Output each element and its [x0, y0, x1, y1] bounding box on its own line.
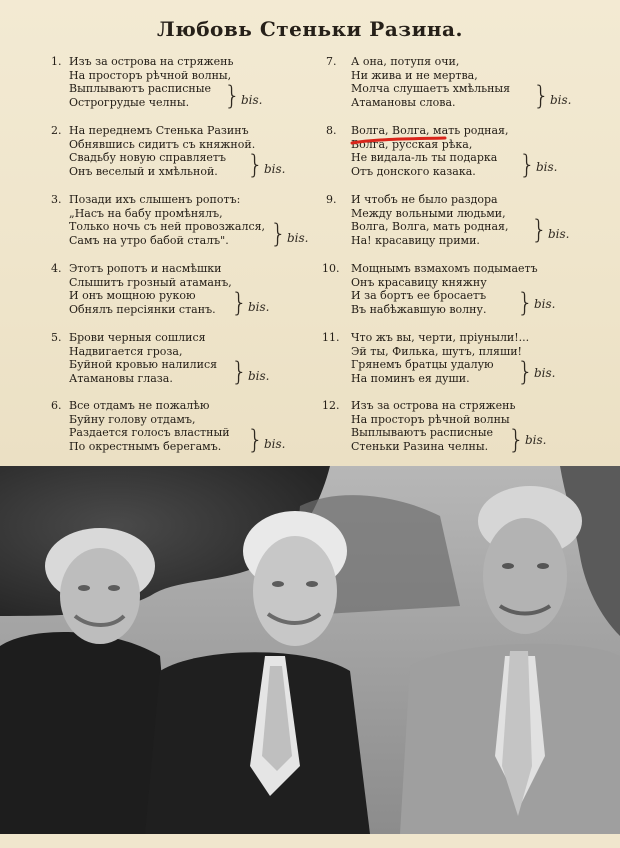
verse-number: 12. — [322, 399, 340, 412]
verse-line: Онъ веселый и хмѣльной. — [69, 164, 218, 178]
verse-line: Все отдамъ не пожалѣю — [69, 399, 210, 412]
verse-line: Буйной кровью налилися — [69, 358, 218, 371]
verse-line: На просторъ рѣчной волны, — [69, 68, 232, 82]
verse-line: Брови черныя сошлися — [69, 331, 206, 344]
refrain-brace-icon: } — [533, 81, 550, 111]
verse-line: И онъ мощною рукою — [69, 289, 196, 302]
verse-line: И за бортъ ее бросаетъ — [351, 289, 487, 302]
verse-line: Онъ красавицу княжну — [351, 275, 487, 289]
verse-number: 10. — [322, 262, 340, 275]
verse-line: Въ набѣжавшую волну. — [351, 302, 487, 316]
verse-number: 7. — [326, 55, 337, 68]
refrain-mark: bis. — [248, 369, 270, 383]
verse-line: Грянемъ братцы удалую — [351, 358, 494, 371]
verse-line: Обнявшись сидитъ съ княжной. — [69, 137, 256, 151]
verse-number: 3. — [51, 193, 62, 206]
verse-line: На! красавицу прими. — [351, 233, 480, 247]
verse-number: 1. — [51, 55, 62, 68]
verse-line: Буйну голову отдамъ, — [69, 412, 196, 426]
refrain-brace-icon: } — [231, 357, 248, 387]
verse-line: Раздается голосъ властный — [69, 426, 230, 439]
verse-line: Этотъ ропотъ и насмѣшки — [69, 262, 222, 275]
verse-line: Между вольными людьми, — [351, 206, 506, 220]
refrain-mark: bis. — [264, 437, 286, 451]
refrain-brace-icon: } — [224, 81, 241, 111]
verse-line: Только ночь съ ней провозжался, — [69, 220, 266, 233]
verse-line: Позади ихъ слышенъ ропотъ: — [69, 193, 241, 206]
red-underline-mark — [351, 135, 447, 147]
verse-line: Свадьбу новую справляетъ — [69, 151, 227, 164]
verse-line: Мощнымъ взмахомъ подымаетъ — [351, 262, 538, 275]
refrain-brace-icon: } — [508, 425, 525, 455]
refrain-mark: bis. — [534, 366, 556, 380]
refrain-mark: bis. — [525, 433, 547, 447]
refrain-mark: bis. — [248, 300, 270, 314]
verse-line: Отъ донского казака. — [351, 164, 476, 178]
bottom-border — [0, 834, 620, 848]
verse-line: Выплываютъ расписные — [69, 82, 212, 95]
verse-line: Самъ на утро бабой сталъ". — [69, 233, 229, 247]
verse-line: Обнялъ персіянки станъ. — [69, 302, 216, 316]
verse-line: Изъ за острова на стряжень — [69, 55, 234, 68]
refrain-mark: bis. — [534, 297, 556, 311]
verse-line: Волга, русская рѣка, — [351, 137, 473, 151]
refrain-mark: bis. — [550, 93, 572, 107]
verse-line: А она, потупя очи, — [351, 55, 460, 68]
verse-line: Молча слушаетъ хмѣльныя — [351, 82, 511, 95]
verse-line: Атамановы глаза. — [69, 371, 173, 385]
verse-line: Эй ты, Филька, шутъ, пляши! — [351, 344, 522, 358]
refrain-mark: bis. — [241, 93, 263, 107]
verse-number: 2. — [51, 124, 62, 137]
refrain-mark: bis. — [536, 160, 558, 174]
photo-image — [0, 466, 620, 834]
verse-number: 6. — [51, 399, 62, 412]
verse-line: Волга, Волга, мать родная, — [351, 220, 509, 233]
refrain-brace-icon: } — [517, 288, 534, 318]
verse-number: 11. — [322, 331, 340, 344]
verse-line: Надвигается гроза, — [69, 344, 183, 358]
verse-line: Что жъ вы, черти, пріуныли!... — [351, 331, 530, 344]
verse-line: Изъ за острова на стряжень — [351, 399, 516, 412]
verse-line: На просторъ рѣчной волны — [351, 412, 510, 426]
song-title: Любовь Стеньки Разина. — [157, 17, 463, 41]
verse-number: 5. — [51, 331, 62, 344]
verse-line: Слышитъ грозный атаманъ, — [69, 275, 232, 289]
refrain-mark: bis. — [287, 231, 309, 245]
group-photo — [0, 466, 620, 834]
verse-number: 9. — [326, 193, 337, 206]
verse-line: Стеньки Разина челны. — [351, 439, 489, 453]
verse-line: „Насъ на бабу промѣнялъ, — [69, 206, 223, 220]
refrain-brace-icon: } — [517, 357, 534, 387]
verse-number: 4. — [51, 262, 62, 275]
refrain-mark: bis. — [548, 227, 570, 241]
verse-line: Не видала-ль ты подарка — [351, 151, 498, 164]
refrain-brace-icon: } — [247, 150, 264, 180]
verse-line: Выплываютъ расписные — [351, 426, 494, 439]
refrain-brace-icon: } — [231, 288, 248, 318]
refrain-mark: bis. — [264, 162, 286, 176]
verse-line: По окрестнымъ берегамъ. — [69, 439, 222, 453]
refrain-brace-icon: } — [519, 150, 536, 180]
refrain-brace-icon: } — [270, 219, 287, 249]
verse-line: Ни жива и не мертва, — [351, 68, 478, 82]
refrain-brace-icon: } — [247, 425, 264, 455]
verse-line: Волга, Волга, мать родная, — [351, 124, 509, 137]
verse-line: Атамановы слова. — [351, 95, 456, 109]
verse-number: 8. — [326, 124, 337, 137]
verse-line: Острогрудые челны. — [69, 95, 190, 109]
verse-line: И чтобъ не было раздора — [351, 193, 498, 206]
verse-line: На поминъ ея души. — [351, 371, 470, 385]
verse-line: На переднемъ Стенька Разинъ — [69, 124, 249, 137]
refrain-brace-icon: } — [531, 215, 548, 245]
